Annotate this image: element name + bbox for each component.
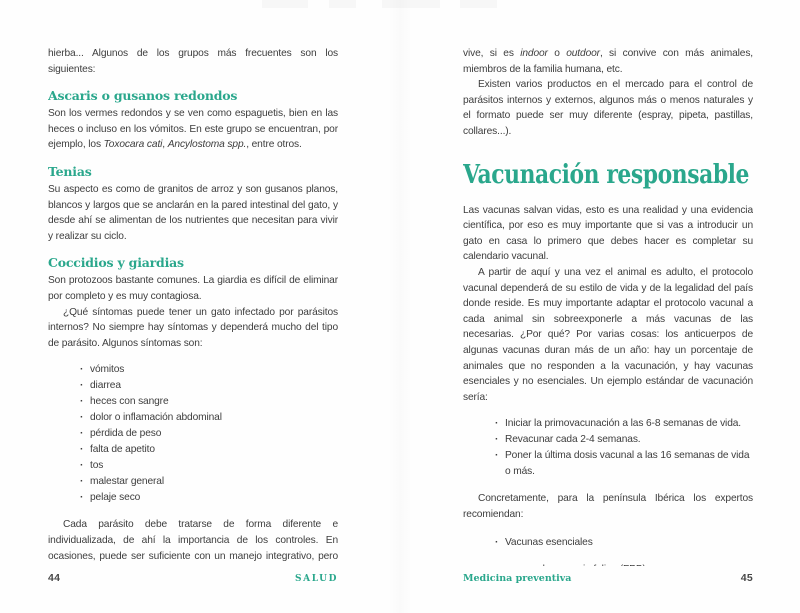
essential-vaccines-label-list	[463, 535, 753, 551]
text-run: o	[547, 48, 567, 59]
text-run: vive, si es	[463, 48, 521, 59]
recommendation-paragraph: Concretamente, para la península Ibérica los expertos recomiendan:	[463, 493, 753, 520]
symptom-item: · tos	[80, 458, 338, 474]
continuation-paragraph	[463, 46, 753, 77]
symptoms-question-paragraph: ¿Qué síntomas puede tener un gato infectado por parásitos internos? No siempre hay síntomas y dependerá mucho del tipo de parásito. Algunos síntomas son:	[48, 306, 338, 349]
symptom-item: · pérdida de peso	[80, 426, 338, 442]
running-footer-salud: SALUD	[295, 574, 338, 584]
symptom-item: · falta de apetito	[80, 442, 338, 458]
schedule-item: · Iniciar la primovacunación a las 6-8 semanas de vida.	[495, 416, 753, 432]
right-page-content	[463, 46, 753, 566]
page-number: 44	[48, 572, 61, 584]
coccidios-paragraph: Son protozoos bastante comunes. La giardia es difícil de eliminar por completo y es muy contagiosa.	[48, 275, 338, 302]
symptom-item: · heces con sangre	[80, 394, 338, 410]
italic-term: Ancylostoma spp.	[167, 139, 247, 151]
ascaris-paragraph	[48, 106, 338, 153]
text-run: Son los vermes redondos y se ven como espaguetis, bien en las heces o incluso en los vómitos. En este grupo se encuentran, por ejemplo, los	[48, 108, 338, 151]
vaccines-intro-paragraph: Las vacunas salvan vidas, esto es una realidad y una evidencia científica, por eso es muy importante que si vas a introducir un gato en casa lo primero que debes hacer es completar su calendario vacunal.	[463, 204, 753, 263]
tenias-paragraph: Su aspecto es como de granitos de arroz y son gusanos planos, blancos y largos que se anclarán en la pared intestinal del gato, y desde ahí se alimentan de los nutrientes que necesitan para vivir y realizar su ciclo.	[48, 183, 338, 242]
intro-paragraph: hierba... Algunos de los grupos más frecuentes son los siguientes:	[48, 48, 338, 75]
symptom-item: · vómitos	[80, 362, 338, 378]
italic-term: Toxocara cati	[103, 139, 163, 151]
section-heading-coccidios: Coccidios y giardias	[48, 255, 184, 271]
section-heading-tenias: Tenias	[48, 163, 92, 179]
symptoms-list	[48, 362, 338, 506]
italic-term: outdoor	[566, 48, 600, 59]
chapter-heading-vacunacion: Vacunación responsable	[463, 159, 750, 190]
text-run: , entre otros.	[246, 139, 302, 151]
right-page-footer	[463, 572, 753, 584]
symptom-item: · pelaje seco	[80, 490, 338, 506]
page-number: 45	[740, 572, 753, 584]
text-run: ,	[162, 139, 168, 151]
vaccination-schedule-list	[463, 416, 753, 480]
right-page	[400, 0, 800, 613]
vaccine-item	[515, 563, 753, 566]
symptom-item: · dolor o inflamación abdominal	[80, 410, 338, 426]
symptom-item: · malestar general	[80, 474, 338, 490]
italic-term: indoor	[520, 48, 548, 59]
essential-vaccines-label: · Vacunas esenciales	[495, 535, 753, 551]
schedule-item: · Revacunar cada 2-4 semanas.	[495, 432, 753, 448]
running-footer-medicina-preventiva: Medicina preventiva	[463, 573, 572, 584]
left-page-footer	[48, 572, 338, 584]
section-heading-ascaris: Ascaris o gusanos redondos	[48, 88, 238, 104]
text-run: , si convive con más animales, miembros de la familia humana, etc.	[463, 48, 753, 75]
symptom-item: · diarrea	[80, 378, 338, 394]
essential-vaccines-list	[463, 563, 753, 566]
treatment-paragraph: Cada parásito debe tratarse de forma diferente e individualizada, de ahí la importancia de los controles. En ocasiones, puede ser suficiente con un manejo integrativo, pero	[48, 519, 338, 562]
protocol-paragraph: A partir de aquí y una vez el animal es adulto, el protocolo vacunal dependerá de su estilo de vida y de la legalidad del país donde reside. Es muy importante adaptar el protocolo vacunal a cada animal sin sobreexponerle a más vacunas de las necesarias. ¿Por qué? Por varias cosas: los anticuerpos de algunas vacunas duran más de un año: hay un porcentaje de animales que no responden a la vacunación, y hay vacunas esenciales y no esenciales. Un ejemplo estándar de vacunación sería:	[463, 266, 753, 403]
left-page-content	[48, 46, 338, 566]
products-paragraph: Existen varios productos en el mercado para el control de parásitos internos y externos, algunos más o menos naturales y el formato puede ser muy diferente (espray, pipeta, pastillas, collares...).	[463, 79, 753, 137]
schedule-item: · Poner la última dosis vacunal a las 16 semanas de vida o más.	[495, 448, 753, 480]
